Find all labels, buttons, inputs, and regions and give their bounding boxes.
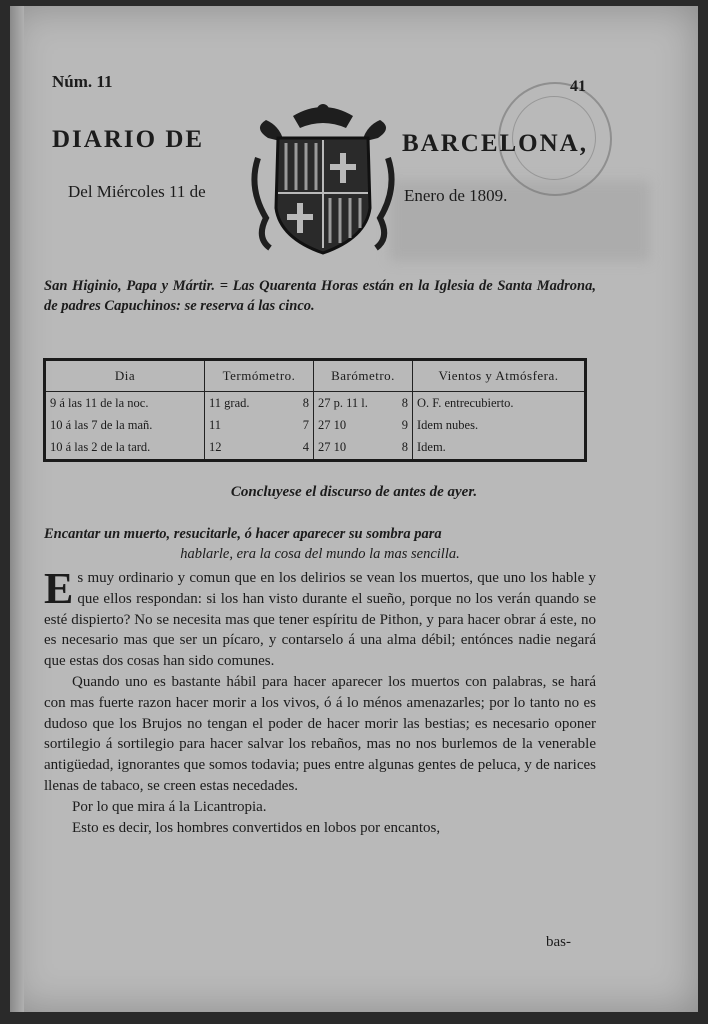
- paragraph-1-text: s muy ordinario y comun que en los delirios se vean los muertos, que uno los hable y que ellos respondan: si los han visto durante el sueño, porque no los verán quando se esté dispierto? No se necesita mas que tener espíritu de Pithon, y para hacer obrar á este, no es necesario mas que ser un pícaro, y contarselo á una alma débil; entónces nadie negará que estas dos cosas han sido comunes.: [44, 570, 596, 670]
- cell-baro: 27 10: [318, 418, 347, 433]
- table-row: [46, 392, 584, 415]
- cell-temp: 11 grad.: [209, 395, 250, 410]
- newspaper-page: [10, 6, 698, 1012]
- date-right: Enero de 1809.: [404, 186, 508, 205]
- cell-viento: O. F. entrecubierto.: [413, 392, 585, 415]
- page-gutter: [10, 6, 24, 1012]
- paragraph-2: Quando uno es bastante hábil para hacer aparecer los muertos con palabras, se hará con mas fuerte razon hacer morir a los vivos, ó á lo ménos amenazarles; por lo tanto no es dudoso que los Brujos no tengan el poder de hacer morir las bestias; es necesario oponer sortilegio á sortilegio para hacer salvar los rebaños, mas no nos burlemos de la venerable antigüedad, ignorantes que somos todavia; pues entre algunas gentes de peluca, y de narices llenas de tabaco, se creen estas necedades.: [44, 673, 596, 794]
- summary-line-2: hablarle, era la cosa del mundo la mas sencilla.: [180, 546, 460, 562]
- weather-table: [43, 358, 587, 462]
- title-left: DIARIO DE: [52, 126, 205, 153]
- table-row: [46, 414, 584, 436]
- saints-notice: San Higinio, Papa y Mártir. = Las Quarenta Horas están en la Iglesia de Santa Madrona, de padres Capuchinos: se reserva á las cinco.: [44, 278, 596, 314]
- cell-temp: 11: [209, 418, 222, 433]
- cell-temp-frac: 8: [302, 395, 309, 410]
- cell-dia: 10 á las 2 de la tard.: [50, 440, 151, 455]
- cell-dia: 10 á las 7 de la mañ.: [50, 418, 153, 433]
- title-right: BARCELONA,: [402, 130, 588, 157]
- header-vientos: Vientos y Atmósfera.: [413, 361, 585, 392]
- paragraph-3: Por lo que mira á la Licantropia.: [72, 798, 267, 815]
- cell-viento: Idem nubes.: [413, 414, 585, 436]
- cell-baro: 27 10: [318, 440, 347, 455]
- header-dia: Dia: [46, 361, 205, 392]
- header-barometro: Barómetro.: [314, 361, 413, 392]
- cell-baro: 27 p. 11 l.: [318, 395, 368, 410]
- article-summary: [44, 524, 596, 564]
- issue-number: Núm. 11: [52, 72, 113, 91]
- article-body: [44, 564, 596, 838]
- cell-temp: 12: [209, 440, 222, 455]
- summary-line-1: Encantar un muerto, resucitarle, ó hacer aparecer su sombra para: [44, 526, 442, 542]
- coat-of-arms-icon: [248, 98, 398, 263]
- cell-baro-frac: 8: [401, 395, 408, 410]
- catchword: bas-: [546, 934, 571, 950]
- date-left: Del Miércoles 11 de: [68, 182, 206, 201]
- header-termometro: Termómetro.: [205, 361, 314, 392]
- table-row: [46, 437, 584, 459]
- cell-baro-frac: 9: [401, 418, 408, 433]
- cell-viento: Idem.: [413, 437, 585, 459]
- cell-temp-frac: 4: [302, 440, 309, 455]
- paragraph-1: [44, 564, 596, 672]
- section-subtitle: Concluyese el discurso de antes de ayer.: [230, 484, 478, 500]
- paragraph-4: Esto es decir, los hombres convertidos en lobos por encantos,: [72, 819, 441, 836]
- cell-temp-frac: 7: [302, 418, 309, 433]
- page-number: 41: [570, 78, 586, 95]
- drop-cap: E: [44, 564, 74, 613]
- cell-dia: 9 á las 11 de la noc.: [50, 395, 149, 410]
- cell-baro-frac: 8: [401, 440, 408, 455]
